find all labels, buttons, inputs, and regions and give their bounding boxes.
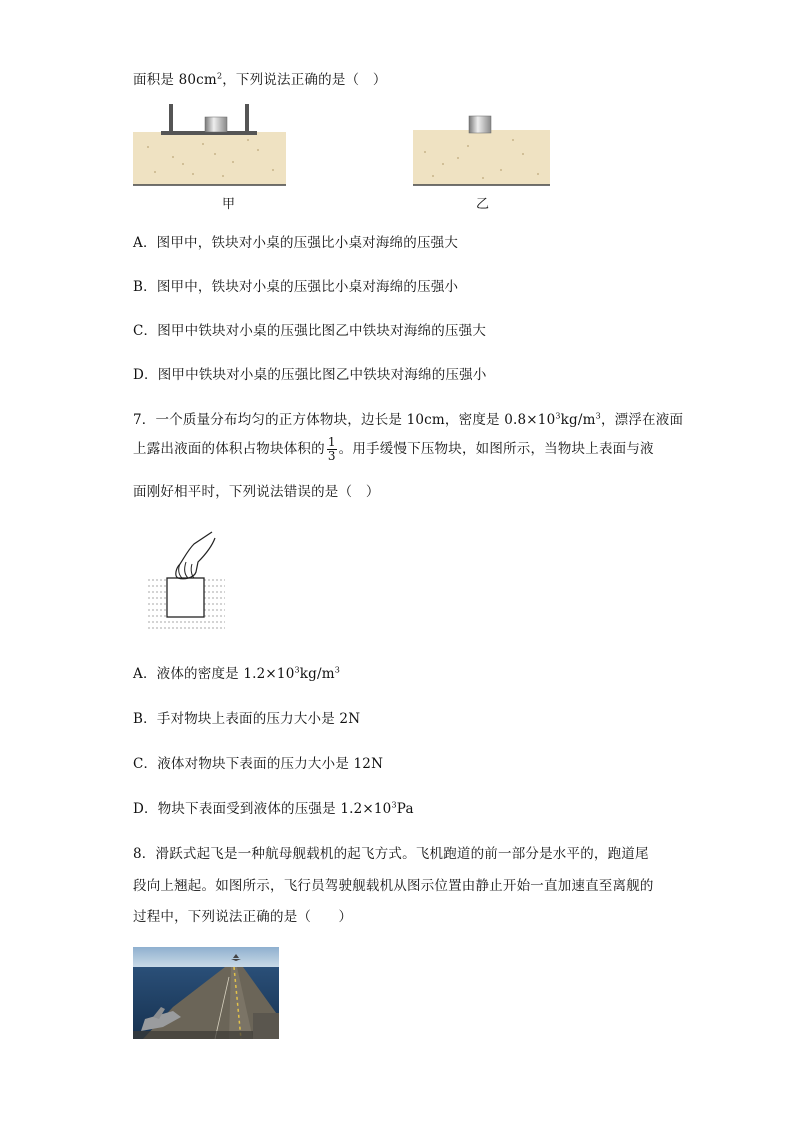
q7-line-1: 7．一个质量分布均匀的正方体物块，边长是 10cm，密度是 $0.8\times 10^3kg/m^3$，漂浮在液面 [133,411,684,428]
sponge-block-figure [413,112,553,188]
figure-caption-jia: 甲 [222,197,236,212]
q8-line-1: 8．滑跃式起飞是一种航母舰载机的起飞方式。飞机跑道的前一部分是水平的，跑道尾 [133,846,649,862]
q7-option-b: B．手对物块上表面的压力大小是 2N [133,711,361,727]
q8-line-2: 段向上翘起。如图所示，飞行员驾驶舰载机从图示位置由静止开始一直加速直至离舰的 [133,878,654,894]
q7-option-c: C．液体对物块下表面的压力大小是 12N [133,756,384,772]
q7-line-3: 面刚好相平时，下列说法错误的是（ ） [133,484,380,500]
q7-line-2: 上露出液面的体积占物块体积的 $\frac{1}{3}$ 。用手缓慢下压物块，如图所示，当物块上表面与液 [133,435,654,463]
q6-option-c: C．图甲中铁块对小桌的压强比图乙中铁块对海绵的压强大 [133,323,487,339]
aircraft-carrier-photo [133,947,279,1039]
hand-press-block-figure [140,518,235,636]
q7-option-d: D．物块下表面受到液体的压强是 $1.2\times 10^3Pa$ [133,800,414,817]
fraction: $\frac{1}{3}$ [327,435,336,463]
sponge-table-figure [133,102,288,188]
q6-option-a: A．图甲中，铁块对小桌的压强比小桌对海绵的压强大 [133,235,459,251]
q6-intro: 面积是 $80cm^2$，下列说法正确的是（ ） [133,71,387,88]
q6-option-d: D．图甲中铁块对小桌的压强比图乙中铁块对海绵的压强小 [133,367,487,383]
q6-option-b: B．图甲中，铁块对小桌的压强比小桌对海绵的压强小 [133,279,459,295]
figure-caption-yi: 乙 [476,197,490,212]
q8-line-3: 过程中，下列说法正确的是（ ） [133,909,353,925]
q7-option-a: A．液体的密度是 $1.2\times 10^3kg/m^3$ [133,665,341,682]
